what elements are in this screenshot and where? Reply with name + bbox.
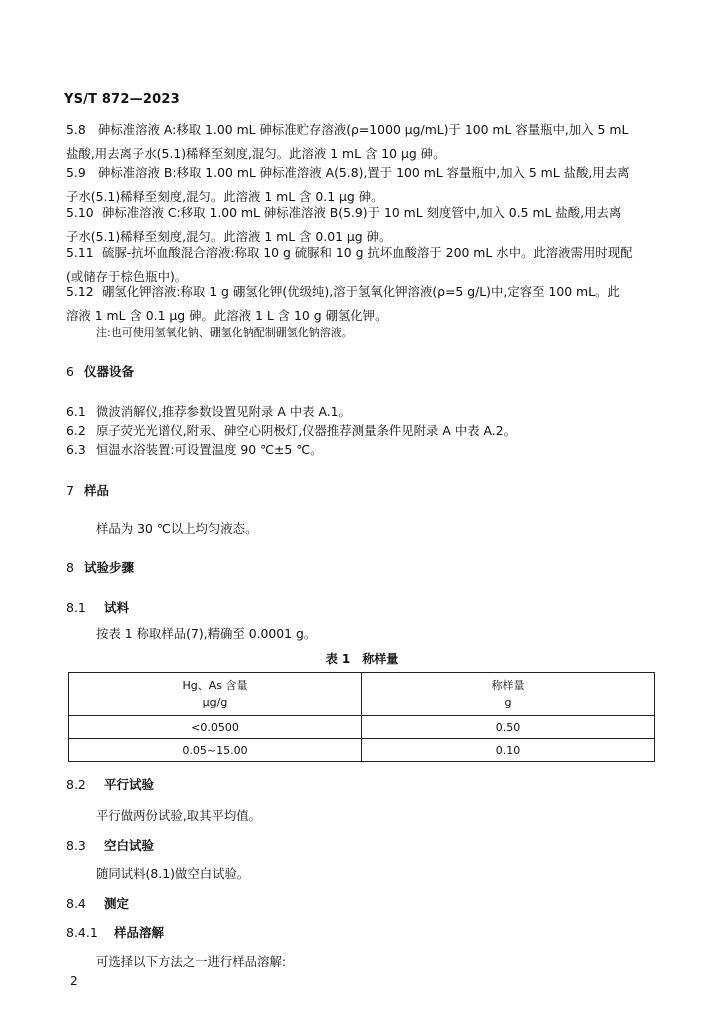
clause-text: 盐酸,用去离子水(5.1)稀释至刻度,混匀。此溶液 1 mL 含 10 μg 砷。 xyxy=(66,146,446,161)
header-label: 称样量 xyxy=(491,679,525,692)
clause-text: 砷标准溶液 C:移取 1.00 mL 砷标准溶液 B(5.9)于 10 mL 刻度管中,加入 0.5 mL 盐酸,用去离 xyxy=(102,205,622,220)
table-cell: 0.10 xyxy=(362,739,655,762)
subsection-number: 8.2 xyxy=(66,777,86,792)
section-heading-6 xyxy=(66,362,134,380)
section-title: 样品 xyxy=(84,483,110,498)
header-unit: μg/g xyxy=(202,696,228,709)
clause-5-12 xyxy=(66,280,658,328)
subsection-title: 测定 xyxy=(104,896,130,911)
table-cell: <0.0500 xyxy=(69,716,362,739)
subsection-title: 空白试验 xyxy=(104,838,155,853)
clause-text: 硫脲-抗坏血酸混合溶液:称取 10 g 硫脲和 10 g 抗坏血酸溶于 200 mL 水中。此溶液需用时现配 xyxy=(102,245,633,260)
clause-text: 子水(5.1)稀释至刻度,混匀。此溶液 1 mL 含 0.01 μg 砷。 xyxy=(66,229,392,244)
table-row xyxy=(69,739,655,762)
subsection-heading-8-1 xyxy=(66,598,129,616)
clause-text: (或储存于棕色瓶中)。 xyxy=(66,269,188,284)
subsection-title: 试料 xyxy=(104,600,130,615)
clause-number: 5.8 xyxy=(66,122,86,137)
clause-6-1 xyxy=(66,402,351,420)
clause-number: 6.2 xyxy=(66,423,86,438)
header-label: Hg、As 含量 xyxy=(182,679,248,692)
clause-6-2 xyxy=(66,421,516,439)
clause-number: 6.3 xyxy=(66,442,86,457)
clause-number: 5.9 xyxy=(66,165,86,180)
table-cell: 0.50 xyxy=(362,716,655,739)
section-title: 仪器设备 xyxy=(84,364,135,379)
clause-text: 微波消解仪,推荐参数设置见附录 A 中表 A.1。 xyxy=(96,404,351,419)
clause-number: 5.11 xyxy=(66,245,94,260)
section-number: 6 xyxy=(66,364,74,379)
clause-text: 恒温水浴装置:可设置温度 90 ℃±5 ℃。 xyxy=(96,442,323,457)
table-row xyxy=(69,716,655,739)
section-title: 试验步骤 xyxy=(84,560,135,575)
subsection-heading-8-3 xyxy=(66,836,154,854)
subsection-number: 8.4 xyxy=(66,896,86,911)
subsection-number: 8.4.1 xyxy=(66,925,98,940)
subsection-text: 可选择以下方法之一进行样品溶解: xyxy=(96,954,287,969)
header-unit: g xyxy=(504,696,512,709)
clause-5-8 xyxy=(66,118,658,166)
clause-number: 6.1 xyxy=(66,404,86,419)
clause-number: 5.12 xyxy=(66,284,94,299)
subsection-title: 平行试验 xyxy=(104,777,155,792)
clause-text: 原子荧光光谱仪,附汞、砷空心阴极灯,仪器推荐测量条件见附录 A 中表 A.2。 xyxy=(96,423,516,438)
clause-text: 子水(5.1)稀释至刻度,混匀。此溶液 1 mL 含 0.1 μg 砷。 xyxy=(66,189,384,204)
clause-text: 硼氢化钾溶液:称取 1 g 硼氢化钾(优级纯),溶于氢氧化钾溶液(ρ=5 g/L)中,定容至 100 mL。此 xyxy=(102,284,620,299)
table-header-row xyxy=(69,673,655,716)
sample-mass-table xyxy=(68,672,655,762)
section-number: 8 xyxy=(66,560,74,575)
subsection-number: 8.1 xyxy=(66,600,86,615)
subsection-heading-8-4 xyxy=(66,894,129,912)
table-cell: 0.05~15.00 xyxy=(69,739,362,762)
subsection-number: 8.3 xyxy=(66,838,86,853)
subsection-heading-8-2 xyxy=(66,775,154,793)
clause-number: 5.10 xyxy=(66,205,94,220)
clause-text: 砷标准溶液 B:移取 1.00 mL 砷标准溶液 A(5.8),置于 100 mL 容量瓶中,加入 5 mL 盐酸,用去离 xyxy=(98,165,630,180)
subsection-text: 随同试料(8.1)做空白试验。 xyxy=(96,866,250,881)
table-header-cell xyxy=(69,673,362,716)
section-heading-8 xyxy=(66,558,134,576)
standard-code: YS/T 872—2023 xyxy=(64,92,180,107)
sample-description: 样品为 30 ℃以上均匀液态。 xyxy=(96,521,258,536)
subsection-text: 按表 1 称取样品(7),精确至 0.0001 g。 xyxy=(96,626,317,641)
section-heading-7 xyxy=(66,481,109,499)
section-number: 7 xyxy=(66,483,74,498)
clause-text: 砷标准溶液 A:移取 1.00 mL 砷标准贮存溶液(ρ=1000 μg/mL)于 100 mL 容量瓶中,加入 5 mL xyxy=(98,122,629,137)
subsection-heading-8-4-1 xyxy=(66,923,164,941)
table-caption: 表 1 称样量 xyxy=(325,652,399,666)
clause-6-3 xyxy=(66,440,323,458)
note: 注:也可使用氢氧化钠、硼氢化钠配制硼氢化钠溶液。 xyxy=(96,326,353,339)
table-header-cell xyxy=(362,673,655,716)
subsection-text: 平行做两份试验,取其平均值。 xyxy=(96,808,262,823)
subsection-title: 样品溶解 xyxy=(114,925,165,940)
page-number: 2 xyxy=(70,974,78,988)
clause-text: 溶液 1 mL 含 0.1 μg 砷。此溶液 1 L 含 10 g 硼氢化钾。 xyxy=(66,308,388,323)
